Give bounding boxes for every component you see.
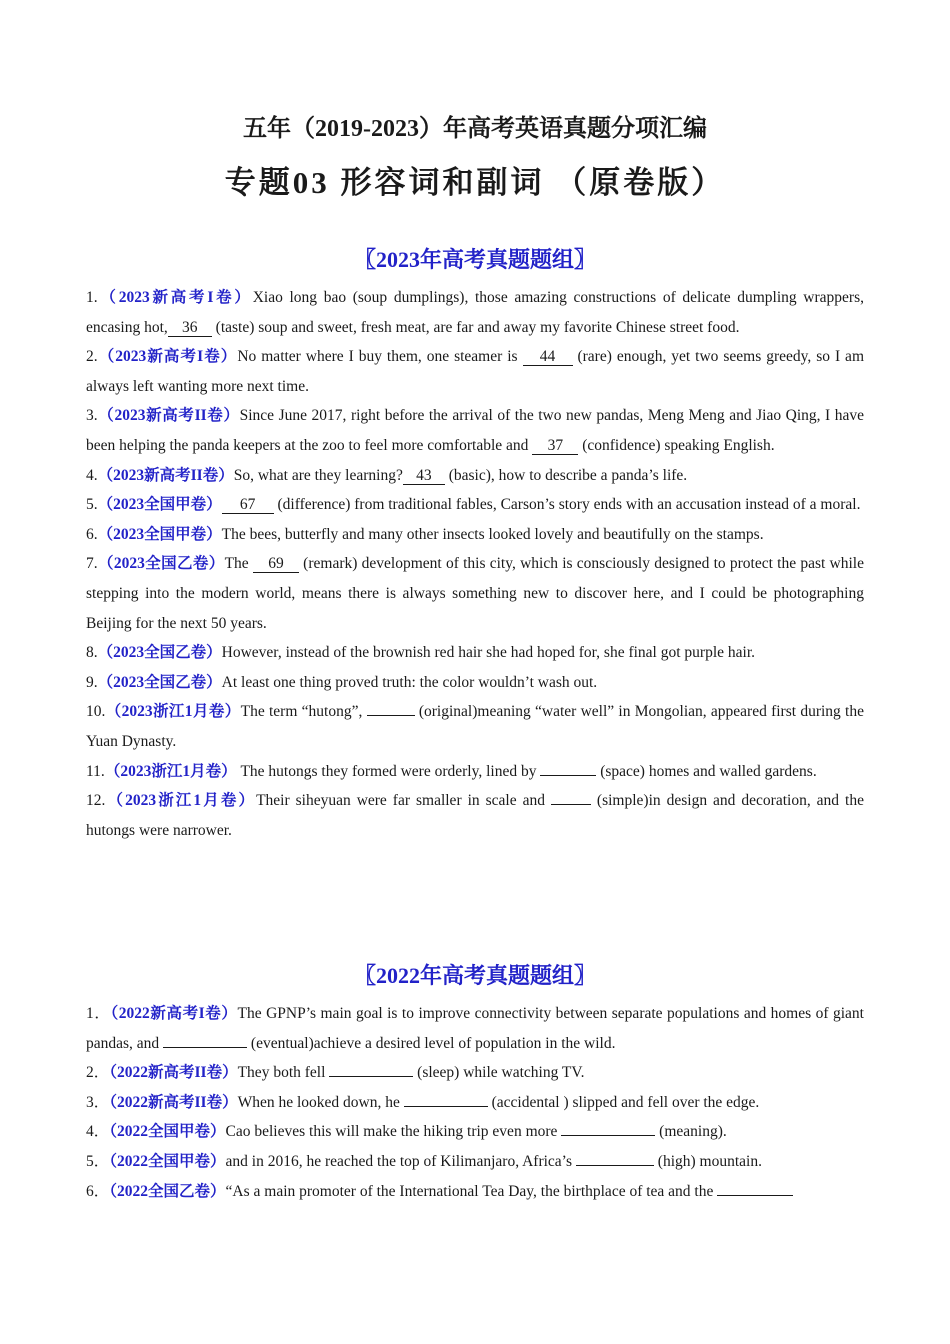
question-text-after: (remark) development of this city, which is consciously designed to protect the past while stepping into the modern world, means there is always something new to discover here, and I could be photographing Beijing for the next 50 years. bbox=[86, 555, 864, 632]
question-text: and in 2016, he reached the top of Kilimanjaro, Africa’s bbox=[225, 1152, 576, 1170]
question-text: Their siheyuan were far smaller in scale and bbox=[256, 792, 551, 810]
source-tag: （2023全国甲卷） bbox=[97, 525, 222, 543]
question-text-after: (rare) enough, yet two seems greedy, so I am always left wanting more next time. bbox=[86, 348, 864, 395]
question-number: 10. bbox=[86, 703, 106, 721]
question-number: 2. bbox=[86, 348, 98, 366]
question-list-2022 bbox=[86, 999, 864, 1206]
question-text-after: (eventual)achieve a desired level of population in the wild. bbox=[247, 1034, 616, 1052]
question-text: They both fell bbox=[237, 1064, 330, 1082]
answer-blank[interactable] bbox=[576, 1165, 654, 1166]
question-number: 4. bbox=[86, 466, 98, 484]
question-text-after: (space) homes and walled gardens. bbox=[596, 762, 817, 780]
question-number: 4． bbox=[86, 1123, 110, 1141]
question-number: 1. bbox=[86, 289, 98, 306]
question-number: 5． bbox=[86, 1152, 110, 1170]
question-text-after: (taste) soup and sweet, fresh meat, are far and away my favorite Chinese street food. bbox=[211, 318, 740, 336]
question-text: The term “hutong”, bbox=[240, 703, 367, 721]
section-heading-2022: 〖2022年高考真题题组〗 bbox=[353, 963, 596, 988]
question-item bbox=[86, 461, 864, 491]
question-item bbox=[86, 283, 864, 342]
question-text-after: (sleep) while watching TV. bbox=[413, 1064, 585, 1082]
question-text: No matter where I buy them, one steamer is bbox=[237, 348, 523, 366]
source-tag: （2022全国甲卷） bbox=[109, 1123, 226, 1141]
answer-blank[interactable] bbox=[163, 1047, 247, 1048]
question-item bbox=[86, 401, 864, 460]
question-text-after: (confidence) speaking English. bbox=[578, 436, 775, 454]
question-item bbox=[86, 342, 864, 401]
question-item bbox=[86, 697, 864, 756]
source-tag: （2023全国乙卷） bbox=[97, 673, 222, 691]
question-item bbox=[86, 1117, 864, 1147]
question-text-after: (high) mountain. bbox=[653, 1152, 762, 1170]
question-item bbox=[86, 1088, 864, 1118]
question-item bbox=[86, 1058, 864, 1088]
question-text: Cao believes this will make the hiking trip even more bbox=[225, 1123, 562, 1141]
source-tag: （2022全国乙卷） bbox=[109, 1182, 226, 1200]
question-number: 3． bbox=[86, 1093, 110, 1111]
question-item bbox=[86, 638, 864, 668]
answer-blank[interactable]: 67 bbox=[222, 497, 274, 514]
question-item bbox=[86, 999, 864, 1058]
question-number: 11. bbox=[86, 762, 105, 780]
answer-blank[interactable] bbox=[561, 1135, 655, 1136]
question-text: When he looked down, he bbox=[237, 1093, 404, 1111]
answer-blank[interactable] bbox=[540, 775, 596, 776]
answer-blank[interactable] bbox=[717, 1195, 793, 1196]
question-text: The bees, butterfly and many other insects looked lovely and beautifully on the stamps. bbox=[221, 525, 764, 543]
question-text: The bbox=[224, 555, 253, 573]
answer-blank[interactable]: 36 bbox=[168, 320, 212, 337]
question-text: The hutongs they formed were orderly, lined by bbox=[236, 762, 541, 780]
question-list-2023 bbox=[86, 283, 864, 845]
question-number: 5. bbox=[86, 496, 98, 514]
answer-blank[interactable]: 44 bbox=[523, 349, 573, 366]
question-text: So, what are they learning? bbox=[233, 466, 403, 484]
question-text: The GPNP’s main goal is to improve connectivity between separate populations and homes of giant pandas, and bbox=[86, 1005, 864, 1052]
source-tag: （2023浙江1月卷） bbox=[105, 792, 257, 810]
section-heading-2023: 〖2023年高考真题题组〗 bbox=[353, 247, 596, 272]
source-tag: （2023浙江1月卷） bbox=[104, 762, 237, 780]
question-item bbox=[86, 786, 864, 845]
answer-blank[interactable] bbox=[367, 715, 415, 716]
source-tag: （2023全国甲卷） bbox=[97, 496, 222, 514]
source-tag: （2022全国甲卷） bbox=[109, 1152, 226, 1170]
question-text: Xiao long bao (soup dumplings), those amazing constructions of delicate dumpling wrappers, encasing hot, bbox=[86, 289, 864, 336]
question-item bbox=[86, 490, 864, 520]
answer-blank[interactable] bbox=[329, 1076, 413, 1077]
answer-blank[interactable]: 69 bbox=[253, 556, 299, 573]
question-number: 3. bbox=[86, 407, 98, 425]
question-number: 12. bbox=[86, 792, 106, 810]
question-item bbox=[86, 520, 864, 550]
question-text-after: (simple)in design and decoration, and the hutongs were narrower. bbox=[86, 792, 864, 839]
answer-blank[interactable] bbox=[551, 804, 591, 805]
answer-blank[interactable] bbox=[404, 1106, 488, 1107]
question-item bbox=[86, 757, 864, 787]
question-text-after: (original)meaning “water well” in Mongolian, appeared first during the Yuan Dynasty. bbox=[86, 703, 864, 750]
source-tag: （2022新高考I卷） bbox=[110, 1005, 238, 1022]
question-item bbox=[86, 1177, 864, 1207]
question-item bbox=[86, 668, 864, 698]
document-subtitle: 专题03 形容词和副词 （原卷版） bbox=[224, 165, 726, 200]
question-text-after: (accidental ) slipped and fell over the edge. bbox=[487, 1093, 760, 1111]
question-number: 6. bbox=[86, 525, 98, 543]
source-tag: （2023新高考I卷） bbox=[97, 289, 253, 306]
answer-blank[interactable]: 43 bbox=[403, 468, 445, 485]
question-item bbox=[86, 549, 864, 638]
source-tag: （2022新高考II卷） bbox=[109, 1093, 238, 1111]
question-text: “As a main promoter of the International Tea Day, the birthplace of tea and the bbox=[225, 1182, 718, 1200]
question-text: Since June 2017, right before the arrival of the two new pandas, Meng Meng and Jiao Qing, I have been helping the panda keepers at the zoo to feel more comfortable and bbox=[86, 407, 864, 454]
question-text: However, instead of the brownish red hair she had hoped for, she final got purple hair. bbox=[221, 644, 755, 662]
source-tag: （2023浙江1月卷） bbox=[105, 703, 241, 721]
question-text-after: (meaning). bbox=[655, 1123, 727, 1141]
source-tag: （2023全国乙卷） bbox=[97, 644, 222, 662]
question-text: At least one thing proved truth: the color wouldn’t wash out. bbox=[221, 673, 598, 691]
source-tag: （2023全国乙卷） bbox=[97, 555, 225, 573]
source-tag: （2023新高考I卷） bbox=[97, 348, 238, 366]
question-number: 6． bbox=[86, 1182, 110, 1200]
answer-blank[interactable]: 37 bbox=[532, 438, 578, 455]
question-number: 9. bbox=[86, 673, 98, 691]
question-number: 8. bbox=[86, 644, 98, 662]
document-title: 五年（2019-2023）年高考英语真题分项汇编 bbox=[243, 116, 707, 142]
source-tag: （2023新高考II卷） bbox=[97, 466, 234, 484]
question-text-after: (difference) from traditional fables, Carson’s story ends with an accusation instead of a moral. bbox=[273, 496, 861, 514]
source-tag: （2023新高考II卷） bbox=[97, 407, 240, 425]
question-item bbox=[86, 1147, 864, 1177]
question-text-after: (basic), how to describe a panda’s life. bbox=[444, 466, 688, 484]
question-number: 2． bbox=[86, 1064, 110, 1082]
question-number: 1． bbox=[86, 1005, 111, 1022]
question-number: 7. bbox=[86, 555, 98, 573]
source-tag: （2022新高考II卷） bbox=[109, 1064, 238, 1082]
